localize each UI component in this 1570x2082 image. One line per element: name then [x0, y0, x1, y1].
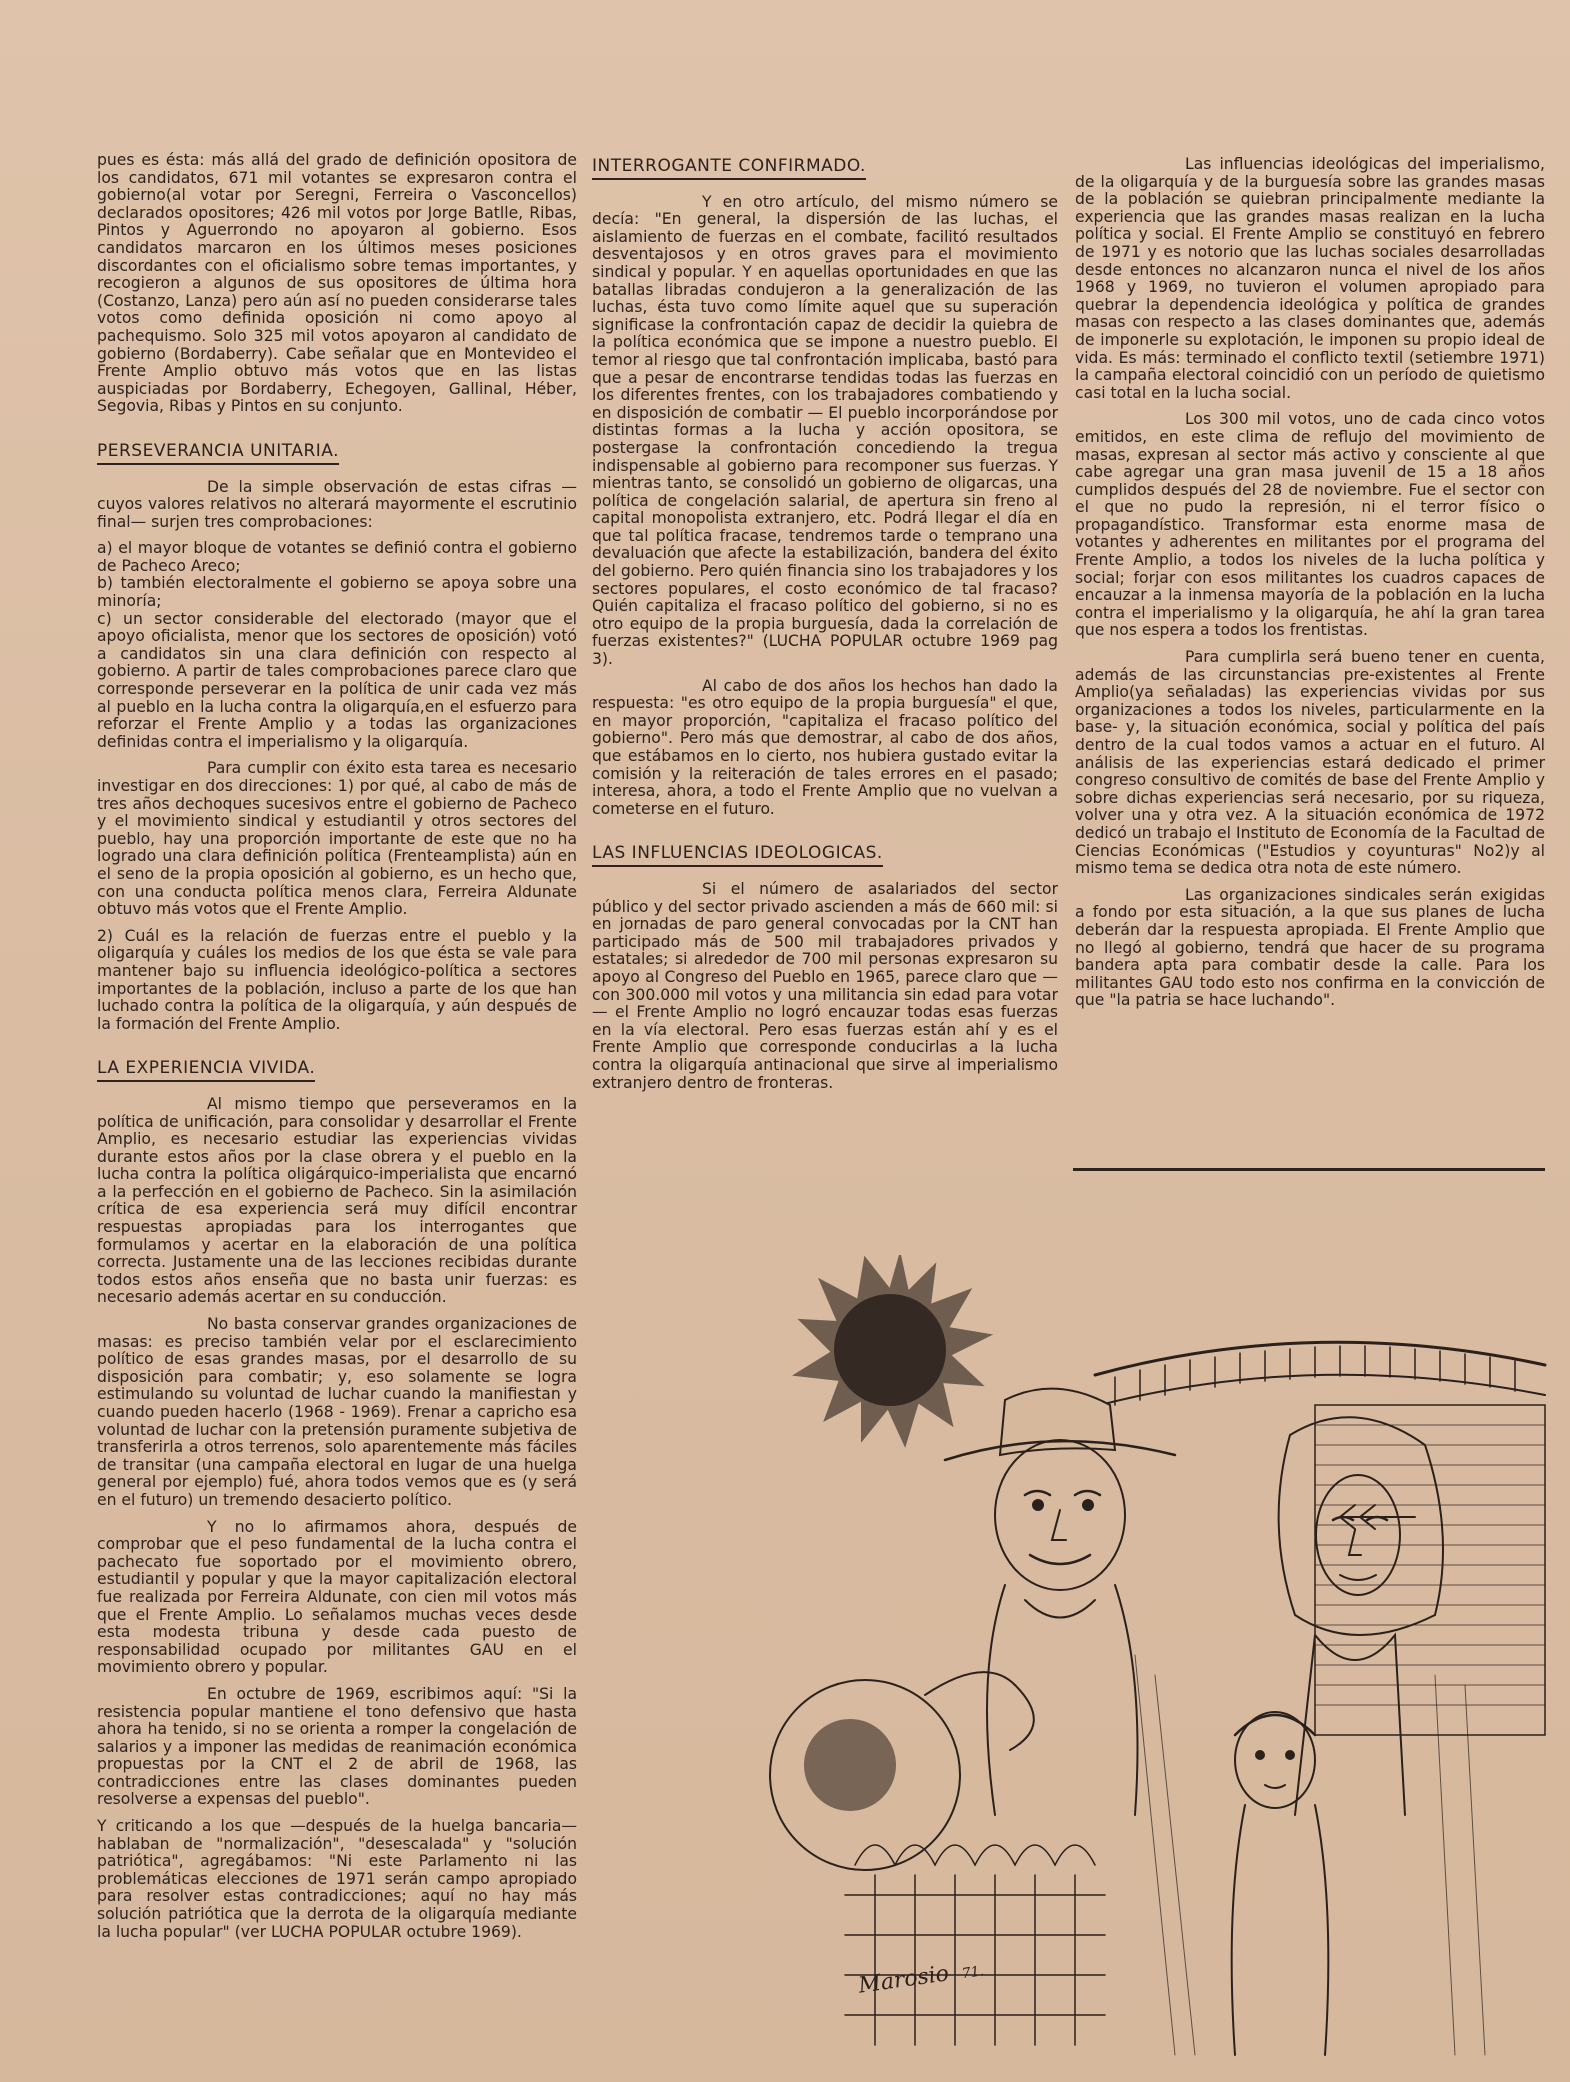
dark-sphere: [770, 1672, 1034, 1870]
sun-icon: [795, 1255, 990, 1445]
ink-illustration: [755, 1255, 1555, 2065]
section-heading-influencias: LAS INFLUENCIAS IDEOLOGICAS.: [592, 845, 883, 867]
paragraph: b) también electoralmente el gobierno se apoya sobre una minoría;: [97, 574, 577, 611]
paragraph: Al cabo de dos años los hechos han dado la respuesta: "es otro equipo de la propia burguesía" el que, en mayor proporción, "capitaliza el fracaso político del gobierno". Pero más que demostrar, al cabo de dos años, que estábamos en lo cierto, nos hubiera gustado evitar la comisión y la reiteración de tales errores en el pasado; interesa, ahora, a todo el Frente Amplio que no vuelvan a cometerse en el futuro.: [592, 676, 1058, 818]
paragraph: No basta conservar grandes organizaciones de masas: es preciso también velar por el esclarecimiento político de esas grandes masas, por el desarrollo de su disposición para combatir; y, eso solamente se logra estimulando su voluntad de luchar cuando la manifiestan y cuando pueden hacerlo (1968 - 1969). Frenar a capricho esa voluntad de luchar con la pretensión puramente subjetiva de transferirla a otros terrenos, solo aparentemente más fáciles de transitar (una campaña electoral en lugar de una huelga general por ejemplo) fué, ahora todos vemos que es (y será en el futuro) un tremendo desacierto político.: [97, 1315, 577, 1509]
column-end-rule: [1073, 1168, 1545, 1171]
paragraph: Las organizaciones sindicales serán exigidas a fondo por esta situación, a la que sus planes de lucha deberán dar la respuesta apropiada. El Frente Amplio que no llegó al gobierno, tendrá que hacer de su programa bandera apta para combatir desde la calle. Para los militantes GAU todo esto nos confirma en la convicción de que "la patria se hace luchando".: [1075, 885, 1545, 1010]
signature-year: 71.: [960, 1963, 986, 1983]
middle-column: [592, 152, 1058, 1101]
child-figure: [1232, 1712, 1329, 2055]
wall-pattern: [845, 1845, 1105, 2045]
paragraph: Las influencias ideológicas del imperialismo, de la oligarquía y de la burguesía sobre las grandes masas de la población se quiebran principalmente mediante la experiencia que las grandes masas realizan en la lucha política y social. El Frente Amplio se constituyó en febrero de 1971 y es notorio que las luchas sociales desarrolladas desde entonces no alcanzaron nunca el nivel de los años 1968 y 1969, no tuvieron el volumen apropiado para quebrar la dependencia ideológica y política de grandes masas con respecto a las clases dominantes que, además de imponerle su explotación, le imponen su propio ideal de vida. Es más: terminado el conflicto textil (setiembre 1971) la campaña electoral coincidió con un período de quietismo casi total en la lucha social.: [1075, 155, 1545, 402]
right-column: [1075, 156, 1545, 1019]
paragraph: De la simple observación de estas cifras —cuyos valores relativos no alterará mayormente el escrutinio final— surjen tres comprobaciones:: [97, 477, 577, 531]
paragraph: a) el mayor bloque de votantes se definió contra el gobierno de Pacheco Areco;: [97, 539, 577, 575]
paragraph: 2) Cuál es la relación de fuerzas entre el pueblo y la oligarquía y cuáles los medios de los que ésta se vale para mantener bajo su influencia ideológico-política a sectores importantes de la población, incluso a parte de los que han luchado contra la política de la oligarquía, y aún después de la formación del Frente Amplio.: [97, 926, 577, 1033]
paragraph: Al mismo tiempo que perseveramos en la política de unificación, para consolidar y desarrollar el Frente Amplio, es necesario estudiar las experiencias vividas durante estos años por la clase obrera y el pueblo en la lucha contra la política oligárquico-imperialista que encarnó a la perfección en el gobierno de Pacheco. Sin la asimilación crítica de esa experiencia será muy difícil encontrar respuestas apropiadas para los interrogantes que formulamos y acertar en la elaboración de una política correcta. Justamente una de las lecciones recibidas durante todos estos años enseña que no basta unir fuerzas: es necesario además acertar en su conducción.: [97, 1094, 577, 1307]
paragraph: Y criticando a los que —después de la huelga bancaria— hablaban de "normalización", "desescalada" y "solución patriótica", agregábamos: "Ni este Parlamento ni las problemáticas elecciones de 1971 serán campo apropiado para resolver estas contradicciones; aquí no hay más solución patriótica que la derrota de la oligarquía mediante la lucha popular" (ver LUCHA POPULAR octubre 1969).: [97, 1817, 577, 1941]
paragraph: Los 300 mil votos, uno de cada cinco votos emitidos, en este clima de reflujo del movimiento de masas, expresan al sector más activo y consciente al que cabe agregar una gran masa juvenil de 15 a 18 años cumplidos después del 28 de noviembre. Fue el sector con el que no pudo la represión, ni el terror físico o propagandístico. Transformar esta enorme masa de votantes y adherentes en militantes por el programa del Frente Amplio, a todos los niveles de la lucha política y social; forjar con esos militantes los cuadros capaces de encauzar a la inmensa mayoría de la población en la lucha contra el imperialismo y la oligarquía, he ahí la gran tarea que nos espera a todos los frentistas.: [1075, 410, 1545, 640]
paragraph: Para cumplir con éxito esta tarea es necesario investigar en dos direcciones: 1) por qué, al cabo de más de tres años dechoques sucesivos entre el gobierno de Pacheco y el movimiento sindical y estudiantil y otros sectores del pueblo, hay una proporción importante de este que no ha logrado una clara definición política (Frenteamplista) aún en el seno de la propia oposición al gobierno, es un hecho que, con una conducta política menos clara, Ferreira Aldunate obtuvo más votos que el Frente Amplio.: [97, 759, 577, 919]
section-heading-experiencia: LA EXPERIENCIA VIVIDA.: [97, 1060, 315, 1082]
signature-name: Marosio: [856, 1961, 951, 1999]
section-heading-perseverancia: PERSEVERANCIA UNITARIA.: [97, 443, 339, 465]
paragraph: Y no lo afirmamos ahora, después de comprobar que el peso fundamental de la lucha contra el pachecato fue soportado por el movimiento obrero, estudiantil y popular y que la mayor capitalización electoral fue realizada por Ferreira Aldunate, con cien mil votos más que el Frente Amplio. Lo señalamos muchas veces desde esta modesta tribuna y desde cada puesto de responsabilidad ocupado por militantes GAU en el movimiento obrero y popular.: [97, 1517, 577, 1677]
paragraph: En octubre de 1969, escribimos aquí: "Si la resistencia popular mantiene el tono defensivo que hasta ahora ha tenido, si no se orienta a romper la congelación de salarios y a imponer las medidas de reanimación económica propuestas por la CNT el 2 de abril de 1968, las contradicciones entre las clases dominantes pueden resolverse a expensas del pueblo".: [97, 1684, 577, 1809]
section-heading-interrogante: INTERROGANTE CONFIRMADO.: [592, 158, 866, 180]
paragraph: Para cumplirla será bueno tener en cuenta, además de las circunstancias pre-existentes al Frente Amplio(ya señaladas) las experiencias vividas por sus organizaciones a todos los niveles, particularmente en la base- y, la situación económica, social y política del país dentro de la cual todos vamos a actuar en el futuro. Al análisis de las experiencias estará dedicado el primer congreso consultivo de comités de base del Frente Amplio y sobre dichas experiencias será necesario, por su riqueza, volver una y otra vez. A la situación económica de 1972 dedicó un trabajo el Instituto de Economía de la Facultad de Ciencias Económicas ("Estudios y coyunturas" No2)y al mismo tema se dedica otra nota de este número.: [1075, 648, 1545, 878]
paragraph: Si el número de asalariados del sector público y del sector privado ascienden a más de 660 mil: si en jornadas de paro general convocadas por la CNT han participado más de 500 mil trabajadores privados y estatales; si alrededor de 700 mil personas expresaron su apoyo al Congreso del Pueblo en 1965, parece claro que —con 300.000 mil votos y una militancia sin edad para votar— el Frente Amplio no logró encauzar todas esas fuerzas en la vía electoral. Pero esas fuerzas están ahí y es el Frente Amplio que corresponde conducirlas a la lucha contra la oligarquía antinacional que sirve al imperialismo extranjero dentro de fronteras.: [592, 879, 1058, 1092]
left-column: [97, 152, 577, 1950]
woman-figure: [1279, 1417, 1443, 1815]
paragraph: Y en otro artículo, del mismo número se decía: "En general, la dispersión de las luchas, el aislamiento de fuerzas en el combate, facilitó resultados desventajosos y en otros graves para el movimiento sindical y popular. Y en aquellas oportunidades en que las batallas libradas condujeron a la generalización de las luchas, ésta tuvo como límite aquel que su superación significase la confrontación capaz de decidir la quiebra de la política económica que se impone a nuestro pueblo. El temor al riesgo que tal confrontación implicaba, bastó para que a pesar de encontrarse tendidas todas las fuerzas en los diferentes frentes, con los trabajadores combatiendo y en disposición de combatir — El pueblo incorporándose por distintas formas a la lucha y acción opositora, se postergase la confrontación concediendo la tregua indispensable al gobierno para recomponer sus fuerzas. Y mientras tanto, se consolidó un gobierno de oligarcas, una política de congelación salarial, de apertura sin freno al capital monopolista extranjero, etc. Podrá llegar el día en que tal política fracase, tendremos tarde o temprano una devaluación que afecte la estabilización, bandera del éxito del gobierno. Pero quién financia sino los trabajadores y los sectores populares, el costo económico de tal fracaso? Quién capitaliza el fracaso político del gobierno, si no es otro equipo de la propia burguesía, dada la correlación de fuerzas existentes?" (LUCHA POPULAR octubre 1969 pag 3).: [592, 192, 1058, 669]
man-figure: [945, 1389, 1175, 1815]
paragraph: c) un sector considerable del electorado (mayor que el apoyo oficialista, menor que los sectores de oposición) votó a candidatos sin una clara definición con respecto al gobierno. A partir de tales comprobaciones parece claro que corresponde perseverar en la política de unir cada vez más al pueblo en la lucha contra la oligarquía,en el esfuerzo para reforzar el Frente Amplio y a todas las organizaciones definidas contra el imperialismo y la oligarquía.: [97, 609, 577, 751]
paragraph: pues es ésta: más allá del grado de definición opositora de los candidatos, 671 mil votantes se expresaron contra el gobierno(al votar por Seregni, Ferreira o Vasconcellos) declarados opositores; 426 mil votos por Jorge Batlle, Ribas, Pintos y Aguerrondo no apoyaron al gobierno. Esos candidatos marcaron en los últimos meses posiciones discordantes con el oficialismo sobre temas importantes, y recogieron a algunos de sus opositores de última hora (Costanzo, Lanza) pero aún así no pueden considerarse tales votos como definida oposición ni como apoyo al pachequismo. Solo 325 mil votos apoyaron al candidato de gobierno (Bordaberry). Cabe señalar que en Montevideo el Frente Amplio obtuvo más votos que en las listas auspiciadas por Bordaberry, Echegoyen, Gallinal, Héber, Segovia, Ribas y Pintos en su conjunto.: [97, 151, 577, 416]
